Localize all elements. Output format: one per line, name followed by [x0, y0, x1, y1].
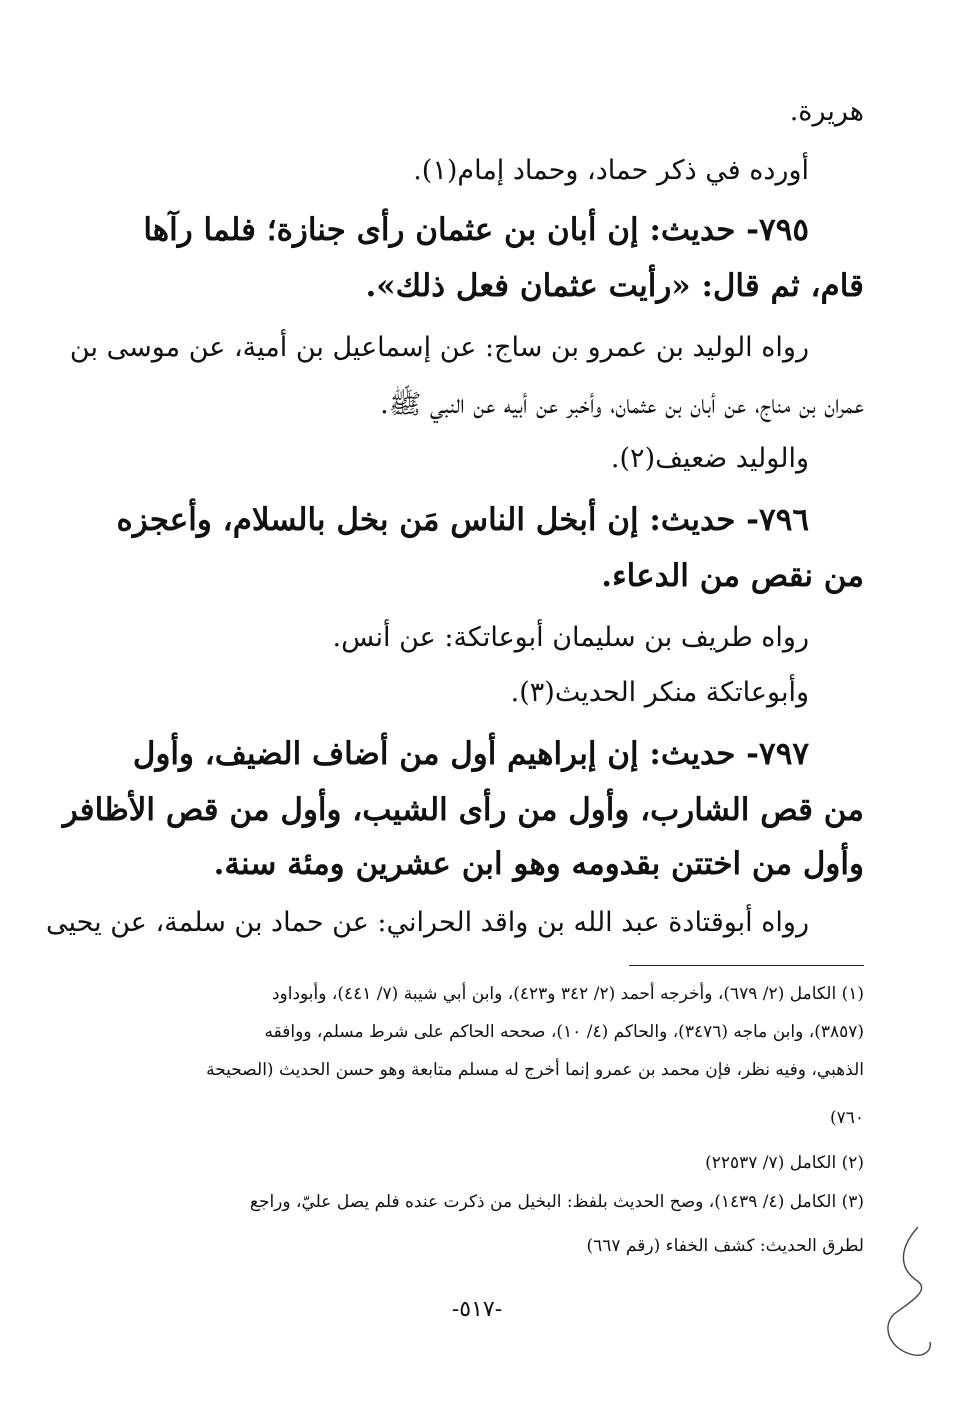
footnote-1-cont: الذهبي، وفيه نظر، فإن محمد بن عمرو إنما أخرج له مسلم متابعة وهو حسن الحديث (الصحيحة — [206, 1060, 864, 1080]
page-number: -٥١٧- — [451, 1297, 503, 1322]
hadith-795-heading: ٧٩٥- حديث: إن أبان بن عثمان رأى جنازة؛ فلما رآها — [143, 212, 809, 248]
footnote-1-cont: (٣٨٥٧)، وابن ماجه (٣٤٧٦)، والحاكم (٤/ ١٠)، صححه الحاكم على شرط مسلم، ووافقه — [264, 1022, 864, 1042]
text-line: عمران بن مناج، عن أبان بن عثمان، وأخبر عن أبيه عن النبي ﷺ. — [380, 389, 864, 420]
page-edge-flourish-icon — [880, 1222, 940, 1362]
hadith-796-heading: ٧٩٦- حديث: إن أبخل الناس مَن بخل بالسلام، وأعجزه — [116, 502, 809, 538]
footnote-2: (٢) الكامل (٧/ ٢٢٥٣٧) — [705, 1153, 864, 1173]
hadith-797-heading-cont: من قص الشارب، وأول من رأى الشيب، وأول من قص الأظافر — [62, 792, 864, 828]
hadith-797-heading: ٧٩٧- حديث: إن إبراهيم أول من أضاف الضيف، وأول — [132, 736, 809, 772]
footnote-1-cont: ٧٦٠) — [829, 1108, 864, 1128]
text-line: أورده في ذكر حماد، وحماد إمام(١). — [413, 155, 809, 186]
footnote-3: (٣) الكامل (٤/ ١٤٣٩)، وصح الحديث بلفظ: البخيل من ذكرت عنده فلم يصل عليّ، وراجع — [249, 1192, 864, 1212]
footnote-3-cont: لطرق الحديث: كشف الخفاء (رقم ٦٦٧) — [586, 1236, 864, 1256]
hadith-795-heading-cont: قام، ثم قال: «رأيت عثمان فعل ذلك». — [365, 268, 864, 304]
text-line: رواه طريف بن سليمان أبوعاتكة: عن أنس. — [332, 622, 809, 653]
text-line: رواه أبوقتادة عبد الله بن واقد الحراني: عن حماد بن سلمة، عن يحيى — [46, 907, 809, 938]
footnote-separator — [629, 965, 864, 966]
footnote-1: (١) الكامل (٢/ ٦٧٩)، وأخرجه أحمد (٢/ ٣٤٢ و٤٢٣)، وابن أبي شيبة (٧/ ٤٤١)، وأبوداود — [271, 984, 864, 1004]
hadith-797-heading-cont: وأول من اختتن بقدومه وهو ابن عشرين ومئة سنة. — [213, 846, 864, 882]
text-line: وأبوعاتكة منكر الحديث(٣). — [510, 677, 809, 708]
text-line: هريرة. — [789, 96, 864, 127]
text-line: والوليد ضعيف(٢). — [610, 443, 809, 474]
hadith-796-heading-cont: من نقص من الدعاء. — [601, 558, 864, 594]
text-line: رواه الوليد بن عمرو بن ساج: عن إسماعيل بن أمية، عن موسى بن — [69, 332, 809, 363]
